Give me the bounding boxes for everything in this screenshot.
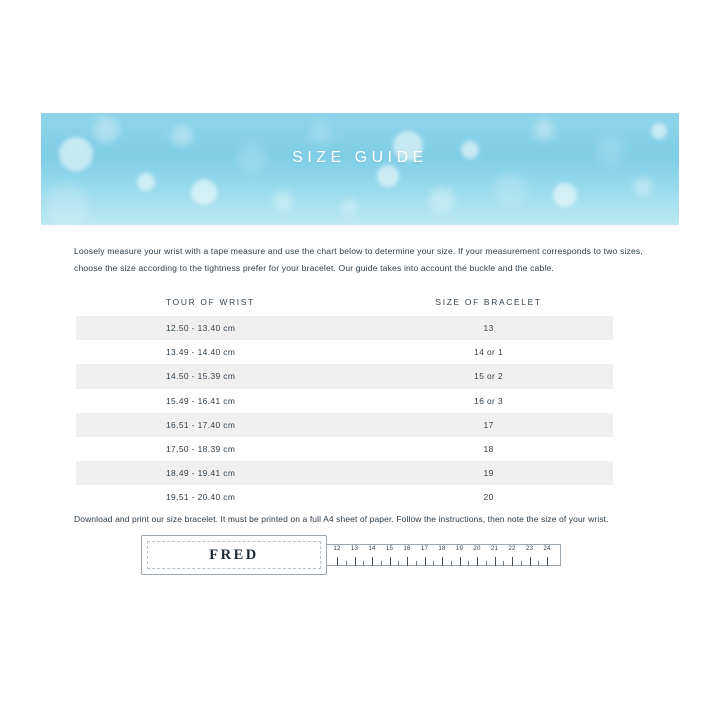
cell-size-of-bracelet: 19 (483, 468, 494, 479)
cell-tour-of-wrist: 18.49 - 19.41 cm (166, 468, 236, 479)
ruler-tick-label: 20 (473, 545, 481, 552)
table-header-row (76, 288, 613, 316)
bokeh-dot (273, 191, 293, 211)
printable-bracelet (141, 535, 561, 579)
table-row (76, 437, 613, 461)
hero-banner (41, 113, 679, 225)
ruler-tick-label: 17 (420, 545, 429, 552)
ruler-tick-minor (363, 561, 364, 566)
ruler-tick-major (407, 557, 408, 566)
ruler-tick-label: 24 (543, 545, 551, 552)
table-row (76, 413, 613, 437)
ruler-tick-minor (346, 561, 347, 566)
bokeh-dot (93, 117, 119, 143)
ruler-tick-minor (398, 561, 399, 566)
bokeh-dot (633, 177, 653, 197)
ruler-tick-major (460, 557, 461, 566)
ruler-tick-major (355, 557, 356, 566)
table-row (76, 461, 613, 485)
ruler-tick-label: 13 (350, 545, 359, 552)
cell-tour-of-wrist: 13.49 - 14.40 cm (166, 347, 236, 358)
cell-size-of-bracelet: 16 or 3 (474, 395, 504, 406)
intro-text: Loosely measure your wrist with a tape measure and use the chart below to determine your size. If your measurement corresponds to two sizes, choose the size according to the tightness prefer for your bracelet. Our guide takes into account the buckle and the cable. (74, 246, 643, 273)
cell-tour-of-wrist: 16.51 - 17.40 cm (166, 419, 236, 430)
ruler-tick-minor (451, 561, 452, 566)
cell-size-of-bracelet: 13 (483, 323, 494, 334)
ruler-tick-major (495, 557, 496, 566)
ruler-tick-minor (538, 561, 539, 566)
bokeh-dot (553, 183, 577, 207)
ruler-tick-major (337, 557, 338, 566)
table-row (76, 316, 613, 340)
ruler-tick-major (477, 557, 478, 566)
ruler-tick-label: 23 (525, 545, 534, 552)
bokeh-dot (377, 165, 399, 187)
cell-size-of-bracelet: 15 or 2 (474, 371, 504, 382)
bokeh-dot (429, 187, 455, 213)
cell-size-of-bracelet: 20 (483, 492, 494, 503)
ruler-tick-major (512, 557, 513, 566)
ruler-tick-minor (381, 561, 382, 566)
ruler-tick-label: 14 (368, 545, 376, 552)
ruler-tick-minor (468, 561, 469, 566)
cell-size-of-bracelet: 18 (483, 444, 494, 455)
cell-tour-of-wrist: 17.50 - 18.39 cm (166, 444, 236, 455)
bokeh-dot (341, 199, 357, 215)
download-instructions: Download and print our size bracelet. It must be printed on a full A4 sheet of paper. Follow the instructions, then note the size of your wrist. (74, 514, 609, 524)
ruler-tick-major (372, 557, 373, 566)
bokeh-dot (171, 125, 193, 147)
ruler-tick-minor (521, 561, 522, 566)
column-header-size-of-bracelet: SIZE OF BRACELET (435, 297, 542, 307)
page-title: SIZE GUIDE (292, 149, 428, 166)
ruler-tick-label: 22 (508, 545, 516, 552)
bokeh-dot (191, 179, 217, 205)
bokeh-dot (533, 119, 555, 141)
ruler-tick-minor (433, 561, 434, 566)
bokeh-dot (651, 123, 667, 139)
table-row (76, 485, 613, 509)
ruler-tick-minor (486, 561, 487, 566)
ruler-tick-major (425, 557, 426, 566)
ruler-tick-major (442, 557, 443, 566)
bracelet-buckle (141, 535, 327, 575)
cell-size-of-bracelet: 17 (483, 419, 494, 430)
size-table (76, 288, 613, 510)
cell-size-of-bracelet: 14 or 1 (474, 347, 504, 358)
table-row (76, 364, 613, 388)
ruler-tick-label: 19 (455, 545, 464, 552)
cell-tour-of-wrist: 19.51 - 20.40 cm (166, 492, 236, 503)
cell-tour-of-wrist: 15.49 - 16.41 cm (166, 395, 236, 406)
ruler-tick-label: 21 (490, 545, 499, 552)
ruler-tick-minor (503, 561, 504, 566)
brand-logo: FRED (209, 547, 259, 563)
cell-tour-of-wrist: 12.50 - 13.40 cm (166, 323, 236, 334)
bokeh-dot (137, 173, 155, 191)
ruler-tick-minor (416, 561, 417, 566)
ruler-tick-label: 18 (438, 545, 446, 552)
ruler-tick-label: 16 (403, 545, 411, 552)
table-row (76, 389, 613, 413)
bokeh-dot (309, 121, 333, 145)
cell-tour-of-wrist: 14.50 - 15.39 cm (166, 371, 236, 382)
ruler-tick-label: 12 (333, 545, 341, 552)
table-row (76, 340, 613, 364)
bokeh-dot (45, 183, 89, 225)
column-header-tour-of-wrist: TOUR OF WRIST (166, 297, 255, 307)
ruler-tick-label: 15 (385, 545, 394, 552)
ruler-tick-major (547, 557, 548, 566)
ruler-tick-major (530, 557, 531, 566)
bracelet-ruler (327, 544, 561, 566)
bokeh-dot (493, 173, 527, 207)
ruler-tick-major (390, 557, 391, 566)
